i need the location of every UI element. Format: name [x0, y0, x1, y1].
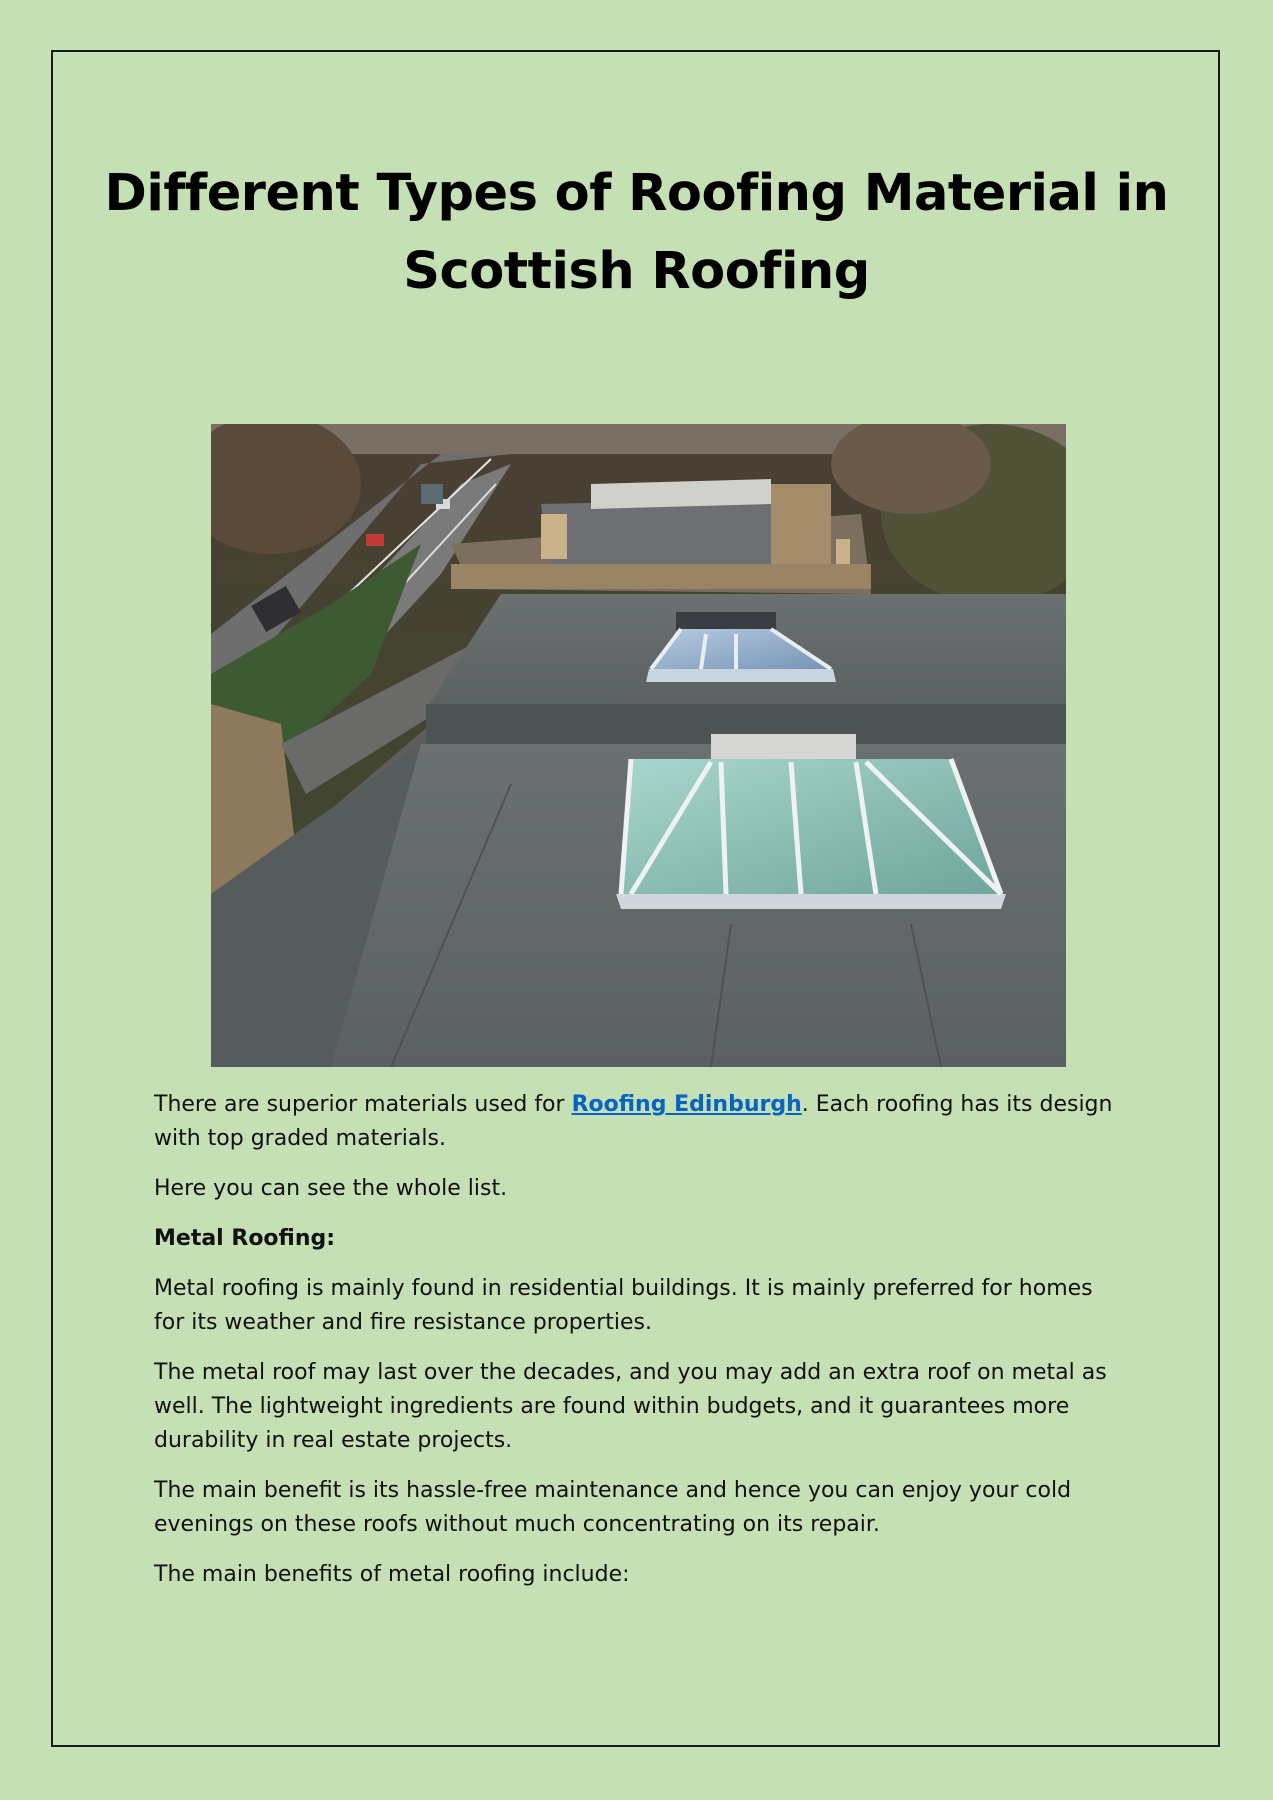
metal-paragraph-3: The main benefit is its hassle-free maintenance and hence you can enjoy your cold evenings on these roofs without much concentrating on its repair.	[154, 1478, 1072, 1537]
intro-paragraph	[154, 1088, 1129, 1156]
metal-paragraph-2: The metal roof may last over the decades, and you may add an extra roof on metal as well. The lightweight ingredients are found within budgets, and it guarantees more durability in real estate projects.	[154, 1360, 1107, 1453]
metal-paragraph-1: Metal roofing is mainly found in residential buildings. It is mainly preferred for homes for its weather and fire resistance properties.	[154, 1276, 1093, 1335]
roofing-edinburgh-link[interactable]: Roofing Edinburgh	[571, 1092, 802, 1117]
intro-text-before: There are superior materials used for	[154, 1092, 572, 1117]
list-intro-paragraph: Here you can see the whole list.	[154, 1176, 508, 1201]
document-title	[100, 155, 1173, 311]
document-body	[154, 1088, 1129, 1608]
title-line-1: Different Types of Roofing Material in	[104, 164, 1169, 223]
roof-photo	[211, 424, 1066, 1067]
metal-paragraph-4: The main benefits of metal roofing include:	[154, 1562, 630, 1587]
metal-roofing-heading: Metal Roofing:	[154, 1226, 336, 1251]
intro-text-after: . Each roofing has its design with top graded materials.	[154, 1092, 1113, 1151]
title-line-2: Scottish Roofing	[403, 242, 870, 301]
